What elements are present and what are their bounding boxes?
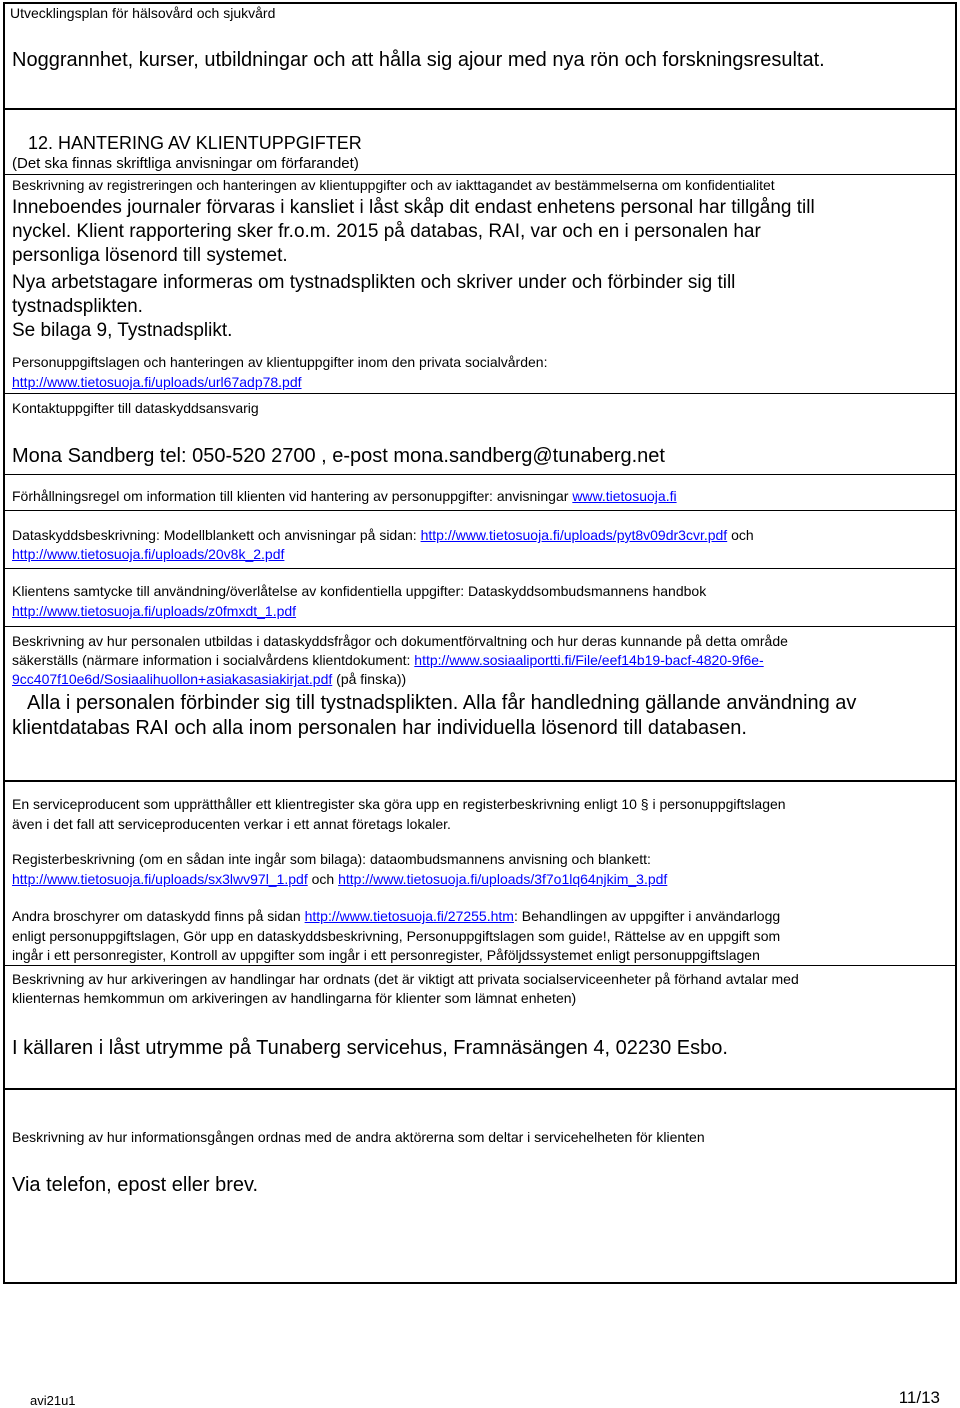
consent-label: Klientens samtycke till användning/överlåtelse av konfidentiella uppgifter: Dataskyddsombudsmannens handbok bbox=[12, 583, 707, 599]
training-answer-line: Alla i personalen förbinder sig till tystnadsplikten. Alla får handledning gällande användning av bbox=[27, 692, 857, 714]
dpd-label: Dataskyddsbeskrivning: Modellblankett och anvisningar på sidan: bbox=[12, 527, 417, 543]
rule-link[interactable]: www.tietosuoja.fi bbox=[572, 488, 677, 504]
development-plan-text: Noggrannhet, kurser, utbildningar och att hålla sig ajour med nya rön och forskningsresultat. bbox=[12, 49, 825, 71]
brochures-line-2: enligt personuppgiftslagen, Gör upp en dataskyddsbeskrivning, Personuppgiftslagen som guide!, Rättelse av en uppgift som bbox=[12, 928, 781, 944]
service-intro-line: även i det fall att serviceproducenten verkar i ett annat företags lokaler. bbox=[12, 816, 451, 832]
answer-line: tystnadsplikten. bbox=[12, 296, 143, 317]
info-flow-answer: Via telefon, epost eller brev. bbox=[12, 1174, 259, 1196]
archive-answer: I källaren i låst utrymme på Tunaberg servicehus, Framnäsängen 4, 02230 Esbo. bbox=[12, 1037, 728, 1059]
section-subheading: (Det ska finnas skriftliga anvisningar om förfarandet) bbox=[12, 155, 359, 172]
brochures-line bbox=[12, 907, 780, 926]
training-label-pre: säkerställs (närmare information i socialvårdens klientdokument: bbox=[12, 652, 411, 668]
training-label-line-2 bbox=[12, 651, 764, 670]
service-intro-line: En serviceproducent som upprätthåller ett klientregister ska göra upp en registerbeskrivning enligt 10 § i personuppgiftslagen bbox=[12, 796, 786, 812]
section-heading: 12. HANTERING AV KLIENTUPPGIFTER bbox=[28, 133, 362, 153]
archive-label: Beskrivning av hur arkiveringen av handlingar har ordnats (det är viktigt att privata socialserviceenheter på förhand avtalar med bbox=[12, 971, 799, 987]
divider bbox=[3, 626, 957, 627]
page-number: 11/13 bbox=[898, 1388, 940, 1407]
training-label-line-3 bbox=[12, 670, 406, 689]
training-label: Beskrivning av hur personalen utbildas i dataskyddsfrågor och dokumentförvaltning och hur deras kunnande på detta område bbox=[12, 633, 788, 649]
dpd-line bbox=[12, 526, 754, 545]
contact-label: Kontaktuppgifter till dataskyddsansvarig bbox=[12, 400, 259, 416]
brochures-line-3: ingår i ett personregister, Kontroll av uppgifter som ingår i ett personregister, Påföljdssystemet enligt personuppgiftslagen bbox=[12, 947, 760, 963]
training-link-part-1[interactable]: http://www.sosiaaliportti.fi/File/eef14b19-bacf-4820-9f6e- bbox=[414, 652, 764, 668]
answer-line: Inneboendes journaler förvaras i kansliet i låst skåp dit endast enhetens personal har tillgång till bbox=[12, 197, 815, 218]
training-link-part-2[interactable]: 9cc407f10e6d/Sosiaalihuollon+asiakasasiakirjat.pdf bbox=[12, 671, 333, 687]
register-links bbox=[12, 870, 667, 889]
rule-line bbox=[12, 487, 677, 506]
footer-code: avi21u1 bbox=[30, 1393, 76, 1408]
answer-line: nyckel. Klient rapportering sker fr.o.m. 2015 på databas, RAI, var och en i personalen har bbox=[12, 221, 761, 242]
answer-line: Nya arbetstagare informeras om tystnadsplikten och skriver under och förbinder sig till bbox=[12, 272, 736, 293]
pul-label: Personuppgiftslagen och hanteringen av klientuppgifter inom den privata socialvården: bbox=[12, 354, 548, 370]
divider bbox=[3, 174, 957, 175]
rule-label: Förhållningsregel om information till klienten vid hantering av personuppgifter: anvisningar bbox=[12, 488, 569, 504]
training-answer-line: klientdatabas RAI och alla inom personalen har individuella lösenord till databasen. bbox=[12, 717, 747, 739]
archive-label-2: klienternas hemkommun om arkiveringen av handlingarna för klienter som lämnat enheten) bbox=[12, 990, 577, 1006]
register-link-2[interactable]: http://www.tietosuoja.fi/uploads/3f7o1lq64njkim_3.pdf bbox=[338, 871, 668, 887]
brochures-pre: Andra broschyrer om dataskydd finns på sidan bbox=[12, 908, 301, 924]
info-flow-label: Beskrivning av hur informationsgången ordnas med de andra aktörerna som deltar i servicehelheten för klienten bbox=[12, 1129, 705, 1145]
consent-link[interactable]: http://www.tietosuoja.fi/uploads/z0fmxdt_1.pdf bbox=[12, 603, 297, 619]
register-and: och bbox=[311, 871, 335, 887]
divider bbox=[3, 568, 957, 569]
contact-value: Mona Sandberg tel: 050-520 2700 , e-post mona.sandberg@tunaberg.net bbox=[12, 445, 665, 467]
page-header-title: Utvecklingsplan för hälsovård och sjukvård bbox=[10, 5, 276, 21]
divider bbox=[3, 965, 957, 966]
brochures-link[interactable]: http://www.tietosuoja.fi/27255.htm bbox=[304, 908, 514, 924]
divider bbox=[3, 474, 957, 475]
registration-label: Beskrivning av registreringen och hanteringen av klientuppgifter och av iakttagandet av bestämmelserna om konfidentialitet bbox=[12, 177, 775, 193]
dpd-link-1[interactable]: http://www.tietosuoja.fi/uploads/pyt8v09dr3cvr.pdf bbox=[420, 527, 728, 543]
training-label-post: (på finska)) bbox=[336, 671, 407, 687]
dpd-link-2[interactable]: http://www.tietosuoja.fi/uploads/20v8k_2.pdf bbox=[12, 546, 285, 562]
answer-line: Se bilaga 9, Tystnadsplikt. bbox=[12, 320, 233, 341]
register-label: Registerbeskrivning (om en sådan inte ingår som bilaga): dataombudsmannens anvisning och blankett: bbox=[12, 851, 651, 867]
pul-link[interactable]: http://www.tietosuoja.fi/uploads/url67adp78.pdf bbox=[12, 374, 302, 390]
register-link-1[interactable]: http://www.tietosuoja.fi/uploads/sx3lwv97l_1.pdf bbox=[12, 871, 308, 887]
brochures-post: : Behandlingen av uppgifter i användarlogg bbox=[513, 908, 781, 924]
answer-line: personliga lösenord till systemet. bbox=[12, 245, 288, 266]
divider bbox=[3, 510, 957, 511]
divider bbox=[3, 393, 957, 394]
dpd-and: och bbox=[731, 527, 754, 543]
